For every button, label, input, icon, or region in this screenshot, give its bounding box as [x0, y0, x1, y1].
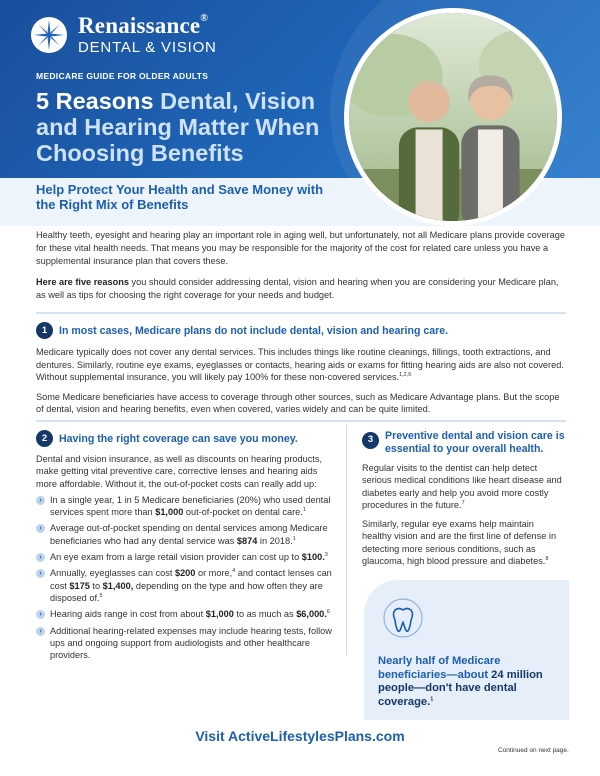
starburst-logo-icon [30, 16, 68, 54]
intro-bold-lead: Here are five reasons [36, 277, 129, 287]
brand-name: Renaissance [78, 13, 201, 38]
divider-line [36, 312, 566, 314]
title-rest-1: Dental, Vision [153, 88, 316, 114]
divider-line-2 [36, 420, 566, 422]
section-3-title: Preventive dental and vision care is essential to your overall health. [385, 430, 565, 455]
tooth-icon [383, 598, 423, 642]
intro-paragraph: Healthy teeth, eyesight and hearing play an important role in aging well, but unfortunately, not all Medicare plans provide coverage for these vital health needs. That means you may be responsible for the majority of the cost for related care unless you have a supplemental insurance plan that covers these. [36, 230, 565, 266]
registered-mark: ® [200, 13, 208, 24]
cost-list [36, 494, 332, 662]
section-3 [362, 430, 566, 567]
section-1-paragraph-1 [36, 346, 566, 384]
chevron-right-icon: › [36, 524, 45, 533]
chevron-right-icon: › [36, 627, 45, 636]
section-2 [36, 430, 332, 661]
title-lead: 5 Reasons [36, 88, 154, 114]
section-1-title: In most cases, Medicare plans do not include dental, vision and hearing care. [59, 324, 449, 337]
intro-paragraph-2 [36, 276, 566, 302]
continued-note: Continued on next page. [498, 747, 569, 754]
title-line-3: Choosing Benefits [36, 140, 244, 166]
section-3-paragraph-2: Similarly, regular eye exams help maintain healthy vision and are the first line of defense in detecting more serious conditions, such as glaucoma, high blood pressure and diabetes.$^8$ [362, 519, 557, 567]
couple-illustration [349, 13, 557, 221]
list-item: › In a single year, 1 in 5 Medicare beneficiaries (20%) who used dental services spent more than $1,000 out-of-pocket on dental care.$^1$ [36, 494, 332, 519]
section-1-text: Medicare typically does not cover any dental services. This includes things like routine cleanings, fillings, tooth extractions, and dentures. Similarly, routine eye exams, eyeglasses or contacts, hearing aids or exams for fitting hearing aids are also not covered. Without supplemental insurance, you will likely pay 100% for these non-covered services. [36, 347, 564, 382]
page-title [36, 88, 366, 166]
list-item: › An eye exam from a large retail vision provider can cost up to $100.$^3$ [36, 551, 332, 563]
stat-callout-text: Nearly half of Medicare beneficiaries—about 24 million people—don't have dental coverage.$^1$ [378, 655, 543, 708]
list-item: › Annually, eyeglasses can cost $200 or more,$^4$ and contact lenses can cost $175 to $1,400, depending on the type and how often they are disposed of.$^5$ [36, 567, 332, 604]
section-2-paragraph: Dental and vision insurance, as well as discounts on hearing products, make getting vital preventive care, corrective lenses and hearing aids more affordable. Without it, the out-of-pocket costs can really add up: [36, 454, 322, 489]
subheading: Help Protect Your Health and Save Money with the Right Mix of Benefits [36, 182, 324, 212]
intro-rest: you should consider addressing dental, vision and hearing when you are considering your Medicare plan, as well as tips for choosing the right coverage for your needs and budget. [36, 277, 559, 300]
section-1-heading [36, 322, 566, 339]
title-line-2: and Hearing Matter When [36, 114, 320, 140]
section-3-heading [362, 430, 566, 455]
website-link[interactable]: Visit ActiveLifestylesPlans.com [195, 728, 405, 744]
brand-subtitle: DENTAL & VISION [78, 39, 217, 56]
brand-logo [30, 14, 217, 55]
footnote-ref: 1,2,6 [399, 371, 412, 378]
section-1-paragraph-2: Some Medicare beneficiaries have access to coverage through other sources, such as Medicare Advantage plans. But the scope of dental, vision and hearing benefits, even when covered, varies widely and can be quite limited. [36, 391, 560, 414]
chevron-right-icon: › [36, 610, 45, 619]
column-divider [346, 425, 347, 655]
callout-line-a: Nearly half of Medicare beneficiaries—about [378, 655, 501, 681]
callout-line-b: 24 million people—don't have dental coverage. [378, 668, 543, 708]
chevron-right-icon: › [36, 569, 45, 578]
chevron-right-icon: › [36, 496, 45, 505]
list-item: › Average out-of-pocket spending on dental services among Medicare beneficiaries who had any dental service was $874 in 2018.$^1$ [36, 522, 332, 547]
section-number-badge: 3 [362, 432, 379, 449]
list-item: › Additional hearing-related expenses may include hearing tests, follow ups and ongoing support from audiologists and other healthcare providers. [36, 625, 332, 662]
section-2-title: Having the right coverage can save you money. [59, 432, 298, 445]
hero-photo-couple [344, 8, 562, 226]
section-3-paragraph-1: Regular visits to the dentist can help detect serious medical conditions like heart disease and diabetes early and help you avoid more costly procedures in the future.$^7$ [362, 463, 562, 510]
section-number-badge: 2 [36, 430, 53, 447]
section-1 [36, 322, 566, 416]
eyebrow-label: MEDICARE GUIDE FOR OLDER ADULTS [36, 71, 209, 81]
section-number-badge: 1 [36, 322, 53, 339]
section-2-heading [36, 430, 332, 447]
chevron-right-icon: › [36, 553, 45, 562]
list-item: › Hearing aids range in cost from about $1,000 to as much as $6,000.$^6$ [36, 608, 332, 620]
